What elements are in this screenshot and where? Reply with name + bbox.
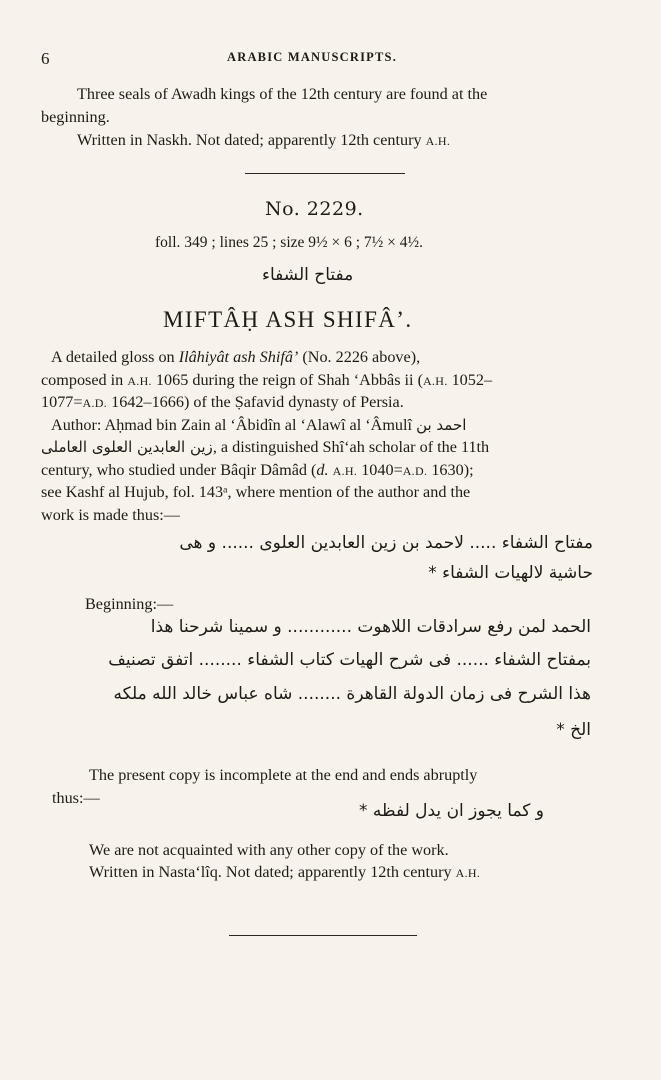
desc-line-7: see Kashf al Hujub, fol. 143ᵃ, where mention of the author and the — [41, 483, 471, 501]
ending-line-1: The present copy is incomplete at the end and ends abruptly — [89, 766, 478, 784]
arabic-title: مفتاح الشفاء — [262, 265, 354, 285]
closing-line-2: Written in Nasta‘lîq. Not dated; apparently 12th century A.H. — [89, 863, 481, 881]
page-number: 6 — [41, 49, 50, 68]
desc-line-8: work is made thus:— — [41, 506, 180, 524]
top-para-line-3: Written in Naskh. Not dated; apparently 12th century A.H. — [77, 131, 451, 149]
entry-title: MIFTÂḤ ASH SHIFÂ’. — [163, 307, 413, 332]
desc-line-6: century, who studied under Bâqir Dâmâd (d. A.H. 1040=A.D. 1630); — [41, 461, 474, 479]
beginning-line-2: بمفتاح الشفاء ...... فى شرح الهيات كتاب الشفاء ........ اتفق تصنيف — [108, 650, 591, 670]
top-para-line-2: beginning. — [41, 108, 110, 126]
desc-line-1: A detailed gloss on Ilâhiyât ash Shifâ’ (No. 2226 above), — [51, 348, 421, 366]
desc-line-3: 1077=A.D. 1642–1666) of the Ṣafavid dynasty of Persia. — [41, 393, 404, 411]
desc-line-2: composed in A.H. 1065 during the reign of Shah ‘Abbâs ii (A.H. 1052– — [41, 371, 493, 389]
entry-number: No. 2229. — [265, 198, 364, 220]
running-title: ARABIC MANUSCRIPTS. — [227, 50, 398, 64]
beginning-label: Beginning:— — [85, 595, 174, 613]
folio-info: foll. 349 ; lines 25 ; size 9½ × 6 ; 7½ × 4½. — [155, 234, 424, 251]
top-para-line-1: Three seals of Awadh kings of the 12th century are found at the — [77, 85, 488, 103]
section-divider-top — [245, 173, 405, 174]
desc-line-5: زين العابدين العلوى العاملى, a distinguished Shî‘ah scholar of the 11th — [41, 438, 490, 456]
desc-line-4: Author: Aḥmad bin Zain al ‘Âbidîn al ‘Alawî al ‘Âmulî احمد بن — [51, 416, 467, 434]
ending-line-2: thus:— — [52, 789, 100, 807]
arabic-quote-line-1: مفتاح الشفاء ..... لاحمد بن زين العابدين العلوى ...... و هى — [179, 533, 593, 553]
beginning-line-1: الحمد لمن رفع سرادقات اللاهوت ............ و سمينا شرحنا هذا — [150, 617, 591, 637]
beginning-line-3: هذا الشرح فى زمان الدولة القاهرة ........ شاه عباس خالد الله ملكه — [113, 684, 591, 704]
ending-arabic: و كما يجوز ان يدل لفظه * — [359, 801, 544, 821]
arabic-quote-line-2: حاشية لالهيات الشفاء * — [428, 563, 593, 583]
beginning-line-4: الخ * — [556, 720, 591, 740]
section-divider-bottom — [229, 935, 417, 936]
closing-line-1: We are not acquainted with any other copy of the work. — [89, 841, 449, 859]
